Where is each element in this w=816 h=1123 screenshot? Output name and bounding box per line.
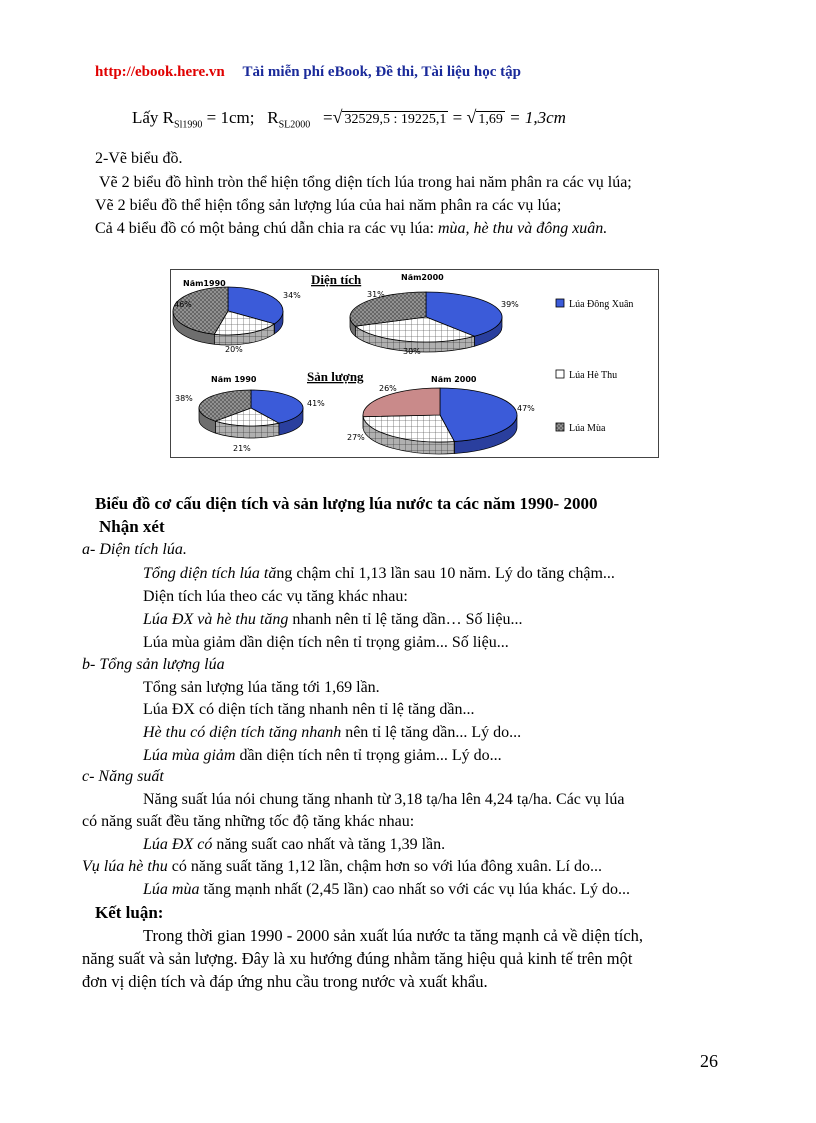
b-l3-italic: Hè thu có diện tích tăng nhanh xyxy=(143,724,342,741)
b-l4-italic: Lúa mùa giảm xyxy=(143,747,236,764)
pie-chart-figure xyxy=(170,269,659,458)
ketluan-line3: đơn vị diện tích và đáp ứng nhu cầu trong nước và xuất khẩu. xyxy=(82,972,488,991)
c-l4-text: có năng suất tăng 1,12 lần, chậm hơn so với lúa đông xuân. Lí do... xyxy=(167,858,602,875)
pie-year-label: Năm 2000 xyxy=(431,375,477,384)
a-l3-italic: Lúa ĐX và hè thu tăng xyxy=(143,611,289,628)
header-url[interactable]: http://ebook.here.vn xyxy=(95,64,225,80)
ketluan-line1: Trong thời gian 1990 - 2000 sản xuất lúa nước ta tăng mạnh cả về diện tích, xyxy=(143,926,644,945)
pie-percent-label: 41% xyxy=(307,399,325,408)
page-header xyxy=(95,64,521,81)
section-a-line4: Lúa mùa giảm dần diện tích nên tỉ trọng giảm... Số liệu... xyxy=(143,634,509,651)
pie-slice xyxy=(363,388,440,417)
pie-percent-label: 20% xyxy=(225,345,243,354)
c-l3-text: năng suất cao nhất và tăng 1,39 lần. xyxy=(212,836,446,853)
c-l5-italic: Lúa mùa xyxy=(143,881,200,898)
section-b-line3 xyxy=(143,724,521,742)
c-l4-italic: Vụ lúa hè thu xyxy=(82,858,168,875)
section-a-line3 xyxy=(143,611,523,629)
section-a-title: a- Diện tích lúa. xyxy=(82,541,187,558)
section-c-title: c- Năng suất xyxy=(82,768,164,785)
legend-swatch xyxy=(556,299,564,307)
nhanxet-heading: Nhận xét xyxy=(99,517,165,536)
formula-eq3: = xyxy=(448,108,467,127)
section-c-line4 xyxy=(82,858,602,876)
section-c-line1: Năng suất lúa nói chung tăng nhanh từ 3,18 tạ/ha lên 4,24 tạ/ha. Các vụ lúa xyxy=(143,791,625,808)
section-c-line5 xyxy=(143,881,630,899)
ketluan-heading: Kết luận: xyxy=(95,903,164,922)
pie-year-label: Năm1990 xyxy=(183,279,226,288)
pie-percent-label: 21% xyxy=(233,444,251,453)
pie-percent-label: 38% xyxy=(175,394,193,403)
formula-result: = 1,3cm xyxy=(504,108,566,127)
section-b-line2: Lúa ĐX có diện tích tăng nhanh nên tỉ lệ tăng dần... xyxy=(143,701,475,718)
pie-percent-label: 27% xyxy=(347,433,365,442)
section2-line3-plain: Cả 4 biểu đồ có một bảng chú dẫn chia ra các vụ lúa: xyxy=(95,220,438,237)
section2-line1: Vẽ 2 biểu đồ hình tròn thể hiện tổng diện tích lúa trong hai năm phân ra các vụ lúa; xyxy=(99,174,632,191)
pie-year-label: Năm 1990 xyxy=(211,375,257,384)
section2-line2: Vẽ 2 biểu đồ thể hiện tổng sản lượng lúa của hai năm phân ra các vụ lúa; xyxy=(95,197,562,214)
section-a-line1 xyxy=(143,565,615,583)
pie-percent-label: 30% xyxy=(403,347,421,356)
c-l3-italic: Lúa ĐX có xyxy=(143,836,213,853)
sqrt-sign-icon: √ xyxy=(466,107,477,127)
section-a-line2: Diện tích lúa theo các vụ tăng khác nhau: xyxy=(143,588,408,605)
chart-group-title: Diện tích xyxy=(311,272,362,287)
b-l4-text: dần diện tích nên tỉ trọng giảm... Lý do... xyxy=(235,747,502,764)
pie-percent-label: 31% xyxy=(367,290,385,299)
page-number: 26 xyxy=(700,1051,718,1071)
section-b-line4 xyxy=(143,747,502,765)
section2-title: 2-Vẽ biểu đồ. xyxy=(95,150,183,167)
formula-eq2: = xyxy=(322,108,333,127)
section2-line3-italic: mùa, hè thu và đông xuân. xyxy=(438,220,608,237)
pie-chart-svg xyxy=(171,270,658,457)
radius-formula xyxy=(132,107,566,130)
formula-sub-2000: SL2000 xyxy=(278,119,311,131)
pie-percent-label: 26% xyxy=(379,384,397,393)
header-slogan: Tải miễn phí eBook, Đề thi, Tài liệu học tập xyxy=(242,64,521,80)
a-l1-italic: Tổng diện tích lúa tă xyxy=(143,565,277,582)
pie-percent-label: 47% xyxy=(517,404,535,413)
c-l5-text: tăng mạnh nhất (2,45 lần) cao nhất so với các vụ lúa khác. Lý do... xyxy=(199,881,631,898)
section-b-line1: Tổng sản lượng lúa tăng tới 1,69 lần. xyxy=(143,679,380,696)
legend-label: Lúa Mùa xyxy=(569,423,606,434)
pie-percent-label: 46% xyxy=(174,300,192,309)
section-b-title: b- Tổng sản lượng lúa xyxy=(82,656,225,673)
pie-percent-label: 34% xyxy=(283,291,301,300)
pie-percent-label: 39% xyxy=(501,300,519,309)
legend-swatch xyxy=(556,370,564,378)
legend-label: Lúa Hè Thu xyxy=(569,370,618,381)
formula-eq1: = 1cm; xyxy=(202,108,255,127)
formula-radicand-1: 32529,5 : 19225,1 xyxy=(344,112,447,127)
formula-lay: Lấy R xyxy=(132,108,175,127)
a-l3-text: nhanh nên tỉ lệ tăng dần… Số liệu... xyxy=(288,611,523,628)
pie-year-label: Năm2000 xyxy=(401,273,444,282)
section-c-line2: có năng suất đều tăng những tốc độ tăng khác nhau: xyxy=(82,813,415,830)
b-l3-text: nên tỉ lệ tăng dần... Lý do... xyxy=(341,724,522,741)
ketluan-line2: năng suất và sản lượng. Đây là xu hướng đúng nhằm tăng hiệu quả kinh tế trên một xyxy=(82,949,633,968)
sqrt-sign-icon: √ xyxy=(332,107,343,127)
formula-r: R xyxy=(267,108,279,127)
figure-caption: Biểu đồ cơ cấu diện tích và sản lượng lúa nước ta các năm 1990- 2000 xyxy=(95,494,598,513)
chart-group-title: Sản lượng xyxy=(307,369,364,384)
section2-line3 xyxy=(95,220,607,238)
section-c-line3 xyxy=(143,836,445,854)
formula-radicand-2: 1,69 xyxy=(478,112,503,127)
a-l1-text: ng chậm chỉ 1,13 lần sau 10 năm. Lý do tăng chậm... xyxy=(276,565,615,582)
legend-label: Lúa Đông Xuân xyxy=(569,299,634,310)
legend-swatch xyxy=(556,423,564,431)
formula-sub-1990: Sl1990 xyxy=(174,119,203,131)
